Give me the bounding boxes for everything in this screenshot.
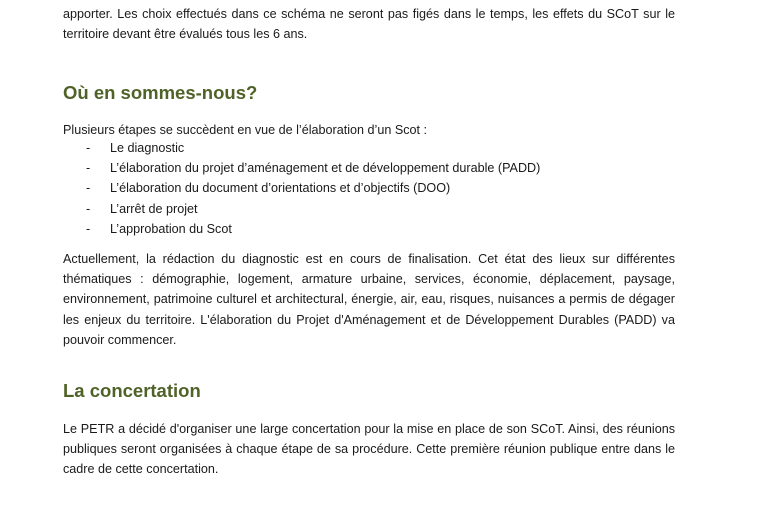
status-paragraph: Actuellement, la rédaction du diagnostic est en cours de finalisation. Cet état des lieux sur différentes thématiques : démographie, logement, armature urbaine, services, économie, déplacement, paysage, environnement, patrimoine culturel et architectural, énergie, air, eau, risques, nuisances a permis de dégager les enjeux du territoire. L'élaboration du Projet d'Aménagement et de Développement Durables (PADD) va pouvoir commencer. bbox=[63, 252, 675, 347]
bullet-dash: - bbox=[86, 201, 91, 216]
list-item bbox=[63, 178, 540, 198]
list-item bbox=[63, 138, 540, 158]
step-label: L’élaboration du projet d’aménagement et de développement durable (PADD) bbox=[110, 161, 541, 176]
bullet-dash: - bbox=[86, 161, 91, 176]
section-heading-concertation: La concertation bbox=[63, 380, 201, 401]
bullet-dash: - bbox=[86, 141, 91, 155]
bullet-dash: - bbox=[86, 181, 91, 196]
steps-intro-text: Plusieurs étapes se succèdent en vue de l’élaboration d’un Scot : bbox=[63, 123, 428, 137]
list-item bbox=[63, 199, 540, 219]
concertation-paragraph: Le PETR a décidé d'organiser une large concertation pour la mise en place de son SCoT. Ainsi, des réunions publiques seront organisées à chaque étape de sa procédure. Cette première réunion publique entre dans le cadre de cette concertation. bbox=[63, 422, 675, 477]
step-label: L’élaboration du document d’orientations et d’objectifs (DOO) bbox=[110, 181, 451, 196]
step-label: Le diagnostic bbox=[110, 141, 185, 155]
step-label: L’approbation du Scot bbox=[110, 221, 232, 236]
section-heading-status: Où en sommes-nous? bbox=[63, 82, 258, 103]
bullet-dash: - bbox=[86, 221, 91, 236]
list-item bbox=[63, 219, 540, 239]
intro-paragraph-tail: apporter. Les choix effectués dans ce schéma ne seront pas figés dans le temps, les effets du SCoT sur le territoire devant être évalués tous les 6 ans. bbox=[63, 7, 675, 42]
steps-list bbox=[63, 138, 540, 239]
step-label: L’arrêt de projet bbox=[110, 201, 198, 216]
list-item bbox=[63, 158, 540, 178]
